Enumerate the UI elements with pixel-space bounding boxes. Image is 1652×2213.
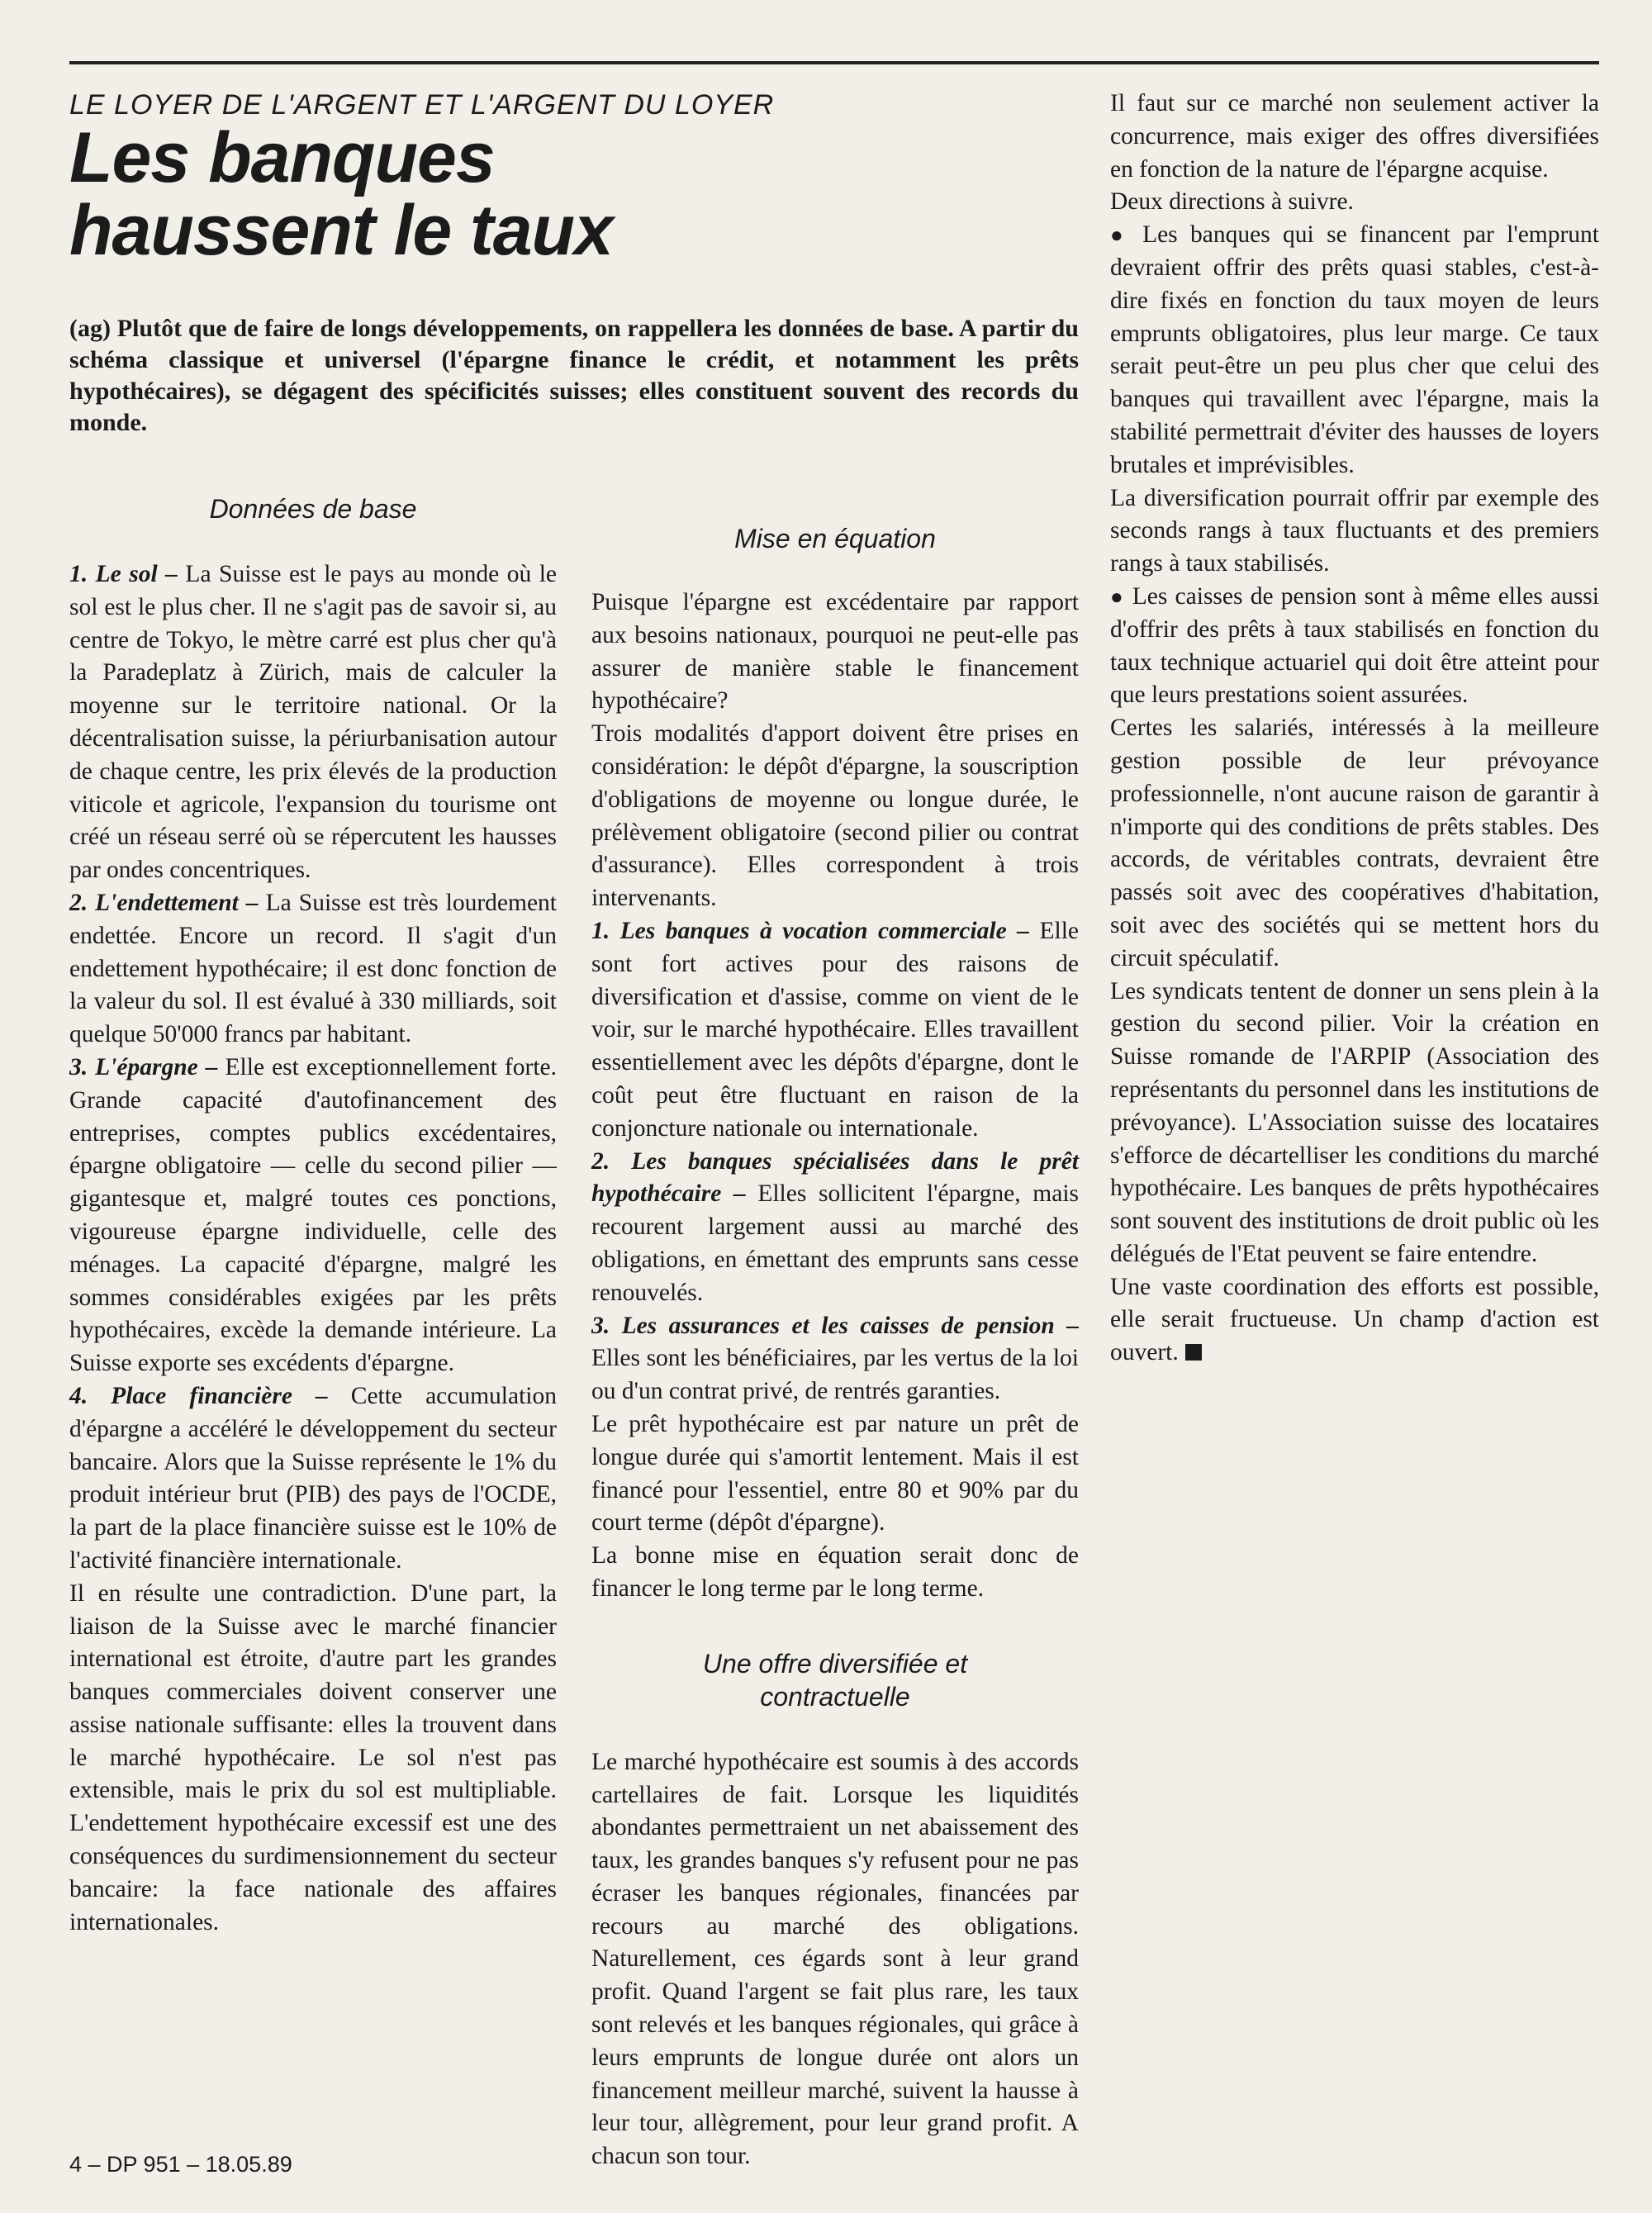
column-3: [1110, 88, 1599, 1370]
headline-line-2: haussent le taux: [69, 191, 613, 270]
donnees-item-4: [69, 1380, 557, 1578]
column-2: [591, 487, 1079, 2173]
equation-paragraph-3: Le prêt hypothécaire est par nature un prêt de longue durée qui s'amortit lentement. Mais il est financé pour l'essentiel, entre 80 et 90% par du court terme (dépôt d'épargne).: [591, 1410, 1079, 1536]
subhead-equation: Mise en équation: [734, 524, 936, 553]
offre-paragraph-7: [1110, 1271, 1599, 1370]
item-label: 4. Place financière –: [69, 1382, 328, 1409]
donnees-item-2: [69, 887, 557, 1052]
subhead-offre-line-2: contractuelle: [760, 1681, 910, 1712]
offre-paragraph-2: Il faut sur ce marché non seulement activer la concurrence, mais exiger des offres diversifiées en fonction de la nature de l'épargne acquise.: [1110, 90, 1599, 183]
item-text: La Suisse est très lourdement endettée. Encore un record. Il s'agit d'un endettement hypothécaire; il est donc fonction de la valeur du sol. Il est évalué à 330 milliards, soit quelque 50'000 francs par habitant.: [69, 889, 558, 1048]
top-rule: [69, 61, 1599, 64]
donnees-item-3: [69, 1052, 557, 1380]
end-square-icon: [1185, 1344, 1202, 1361]
offre-paragraph-6: Les syndicats tentent de donner un sens plein à la gestion du second pilier. Voir la création en Suisse romande de l'ARPIP (Association des représentants du personnel dans les institutions de prévoyance). L'Association suisse des locataires s'efforce de décartelliser les conditions du marché hypothécaire. Les banques de prêts hypothécaires sont souvent des institutions de droit public où les délégués de l'Etat peuvent se faire entendre.: [1110, 977, 1599, 1267]
equation-item-2: [591, 1146, 1079, 1310]
bullet-text: Les caisses de pension sont à même elles aussi d'offrir des prêts à taux stabilisés en fonction du taux technique actuariel qui doit être atteint pour que leurs prestations soient assurées.: [1110, 582, 1599, 709]
column-1: [69, 487, 557, 1939]
offre-paragraph-4: La diversification pourrait offrir par exemple des seconds rangs à taux fluctuants et des premiers rangs à taux stabilisés.: [1110, 484, 1599, 577]
equation-paragraph-2: Trois modalités d'apport doivent être prises en considération: le dépôt d'épargne, la souscription d'obligations de moyenne ou longue durée, le prélèvement obligatoire (second pilier ou contrat d'assurance). Elles correspondent à trois intervenants.: [591, 720, 1079, 912]
bullet-text: Les banques qui se financent par l'emprunt devraient offrir des prêts quasi stables, c'est-à-dire fixés en fonction du taux moyen de leurs emprunts obligatoires, plus leur marge. Ce taux serait peut-être un peu plus cher que celui des banques qui travaillent avec l'épargne, mais la stabilité permettrait d'éviter des hausses de loyers brutales et imprévisibles.: [1110, 221, 1599, 478]
equation-item-3: [591, 1310, 1079, 1408]
bullet-icon: ●: [1110, 584, 1125, 609]
offre-paragraph-1: Le marché hypothécaire est soumis à des accords cartellaires de fait. Lorsque les liquidités abondantes permettraient un net abaissement des taux, les grandes banques s'y refusent pour ne pas écraser les banques régionales, financées par recours au marché des obligations. Naturellement, ces égards sont à leur grand profit. Quand l'argent se fait plus rare, les taux sont relevés et les banques régionales, qui grâce à leurs emprunts de longue durée ont alors un financement meilleur marché, suivent la hausse à leur tour, allègrement, pour leur grand profit. A chacun son tour.: [591, 1748, 1079, 2170]
item-label: 3. L'épargne –: [69, 1053, 218, 1080]
subhead-donnees: Données de base: [209, 494, 417, 524]
item-label: 2. L'endettement –: [69, 889, 259, 916]
item-label: 1. Les banques à vocation commerciale –: [591, 917, 1029, 944]
article-header: [69, 83, 1079, 439]
offre-bullet-1: [1110, 219, 1599, 482]
item-text: Elles sont les bénéficiaires, par les vertus de la loi ou d'un contrat privé, de rentrés garanties.: [591, 1345, 1079, 1405]
bullet-icon: ●: [1110, 223, 1130, 248]
item-label: 1. Le sol –: [69, 561, 178, 587]
item-text: Cette accumulation d'épargne a accéléré le développement du secteur bancaire. Alors que la Suisse représente le 1% du produit intérieur brut (PIB) des pays de l'OCDE, la part de la place financière suisse est le 10% de l'activité financière internationale.: [69, 1382, 557, 1574]
donnees-item-1: [69, 558, 557, 887]
item-label: 2. Les banques spécialisées dans le prêt hypothécaire –: [591, 1147, 1079, 1208]
offre-paragraph-5: Certes les salariés, intéressés à la meilleure gestion possible de leur prévoyance professionnelle, n'ont aucune raison de garantir à n'importe qui des conditions de prêts stables. Des accords, de véritables contrats, devraient être passés soit avec des coopératives d'habitation, soit avec des sociétés qui se mettent hors du circuit spéculatif.: [1110, 715, 1599, 971]
item-text: Elles sollicitent l'épargne, mais recourent largement aussi au marché des obligations, en émettant des emprunts sans cesse renouvelés.: [591, 1180, 1079, 1306]
equation-paragraph-4: La bonne mise en équation serait donc de financer le long terme par le long terme.: [591, 1542, 1079, 1602]
paragraph-contradiction: Il en résulte une contradiction. D'une part, la liaison de la Suisse avec le marché financier international est étroite, d'autre part les grandes banques commerciales doivent conserver une assise nationale suffisante: elles la trouvent dans le marché hypothécaire. Le sol n'est pas extensible, mais le prix du sol est multipliable. L'endettement hypothécaire excessif est une des conséquences du surdimensionnement du secteur bancaire: la face nationale des affaires internationales.: [69, 1579, 557, 1935]
item-text: Elle est exceptionnellement forte. Grande capacité d'autofinancement des entreprises, comptes publics excédentaires, épargne obligatoire — celle du second pilier — gigantesque et, malgré toutes ces ponctions, vigoureuse épargne individuelle, celle des ménages. La capacité d'épargne, malgré les sommes considérables exigées par les prêts hypothécaires, excède la demande intérieure. La Suisse exporte ses excédents d'épargne.: [69, 1053, 557, 1377]
subhead-offre-line-1: Une offre diversifiée et: [702, 1648, 968, 1679]
closing-text: Une vaste coordination des efforts est possible, elle serait fructueuse. Un champ d'action est ouvert.: [1110, 1273, 1599, 1366]
item-text: Elle sont fort actives pour des raisons de diversification et d'assise, comme on vient de le voir, sur le marché hypothécaire. Elles travaillent essentiellement avec les dépôts d'épargne, dont le coût peut être fluctuant en raison de la conjoncture nationale ou internationale.: [591, 917, 1079, 1142]
lead-paragraph: (ag) Plutôt que de faire de longs développements, on rappellera les données de base. A partir du schéma classique et universel (l'épargne finance le crédit, et notamment les prêts hypothécaires), se dégagent des spécificités suisses; elles constituent souvent des records du monde.: [69, 315, 1079, 436]
item-label: 3. Les assurances et les caisses de pension –: [591, 1312, 1079, 1339]
offre-bullet-2: [1110, 581, 1599, 712]
item-text: La Suisse est le pays au monde où le sol est le plus cher. Il ne s'agit pas de savoir si, au centre de Tokyo, le mètre carré est plus cher qu'à la Paradeplatz à Zürich, mais de calculer la moyenne sur le territoire national. Or la décentralisation suisse, la périurbanisation autour de chaque centre, les prix élevés de la production viticole et agricole, l'expansion du tourisme ont créé un réseau serré où se répercutent les hausses par ondes concentriques.: [69, 561, 557, 884]
subhead-offre: [591, 1647, 1079, 1713]
equation-item-1: [591, 915, 1079, 1146]
headline-line-1: Les banques: [69, 118, 495, 197]
page-footer: 4 – DP 951 – 18.05.89: [69, 2152, 292, 2177]
headline: [69, 118, 1079, 270]
equation-paragraph-1: Puisque l'épargne est excédentaire par rapport aux besoins nationaux, pourquoi ne peut-elle pas assurer de manière stable le financement hypothécaire?: [591, 589, 1079, 715]
offre-paragraph-3: Deux directions à suivre.: [1110, 188, 1354, 216]
kicker: LE LOYER DE L'ARGENT ET L'ARGENT DU LOYER: [69, 89, 775, 121]
